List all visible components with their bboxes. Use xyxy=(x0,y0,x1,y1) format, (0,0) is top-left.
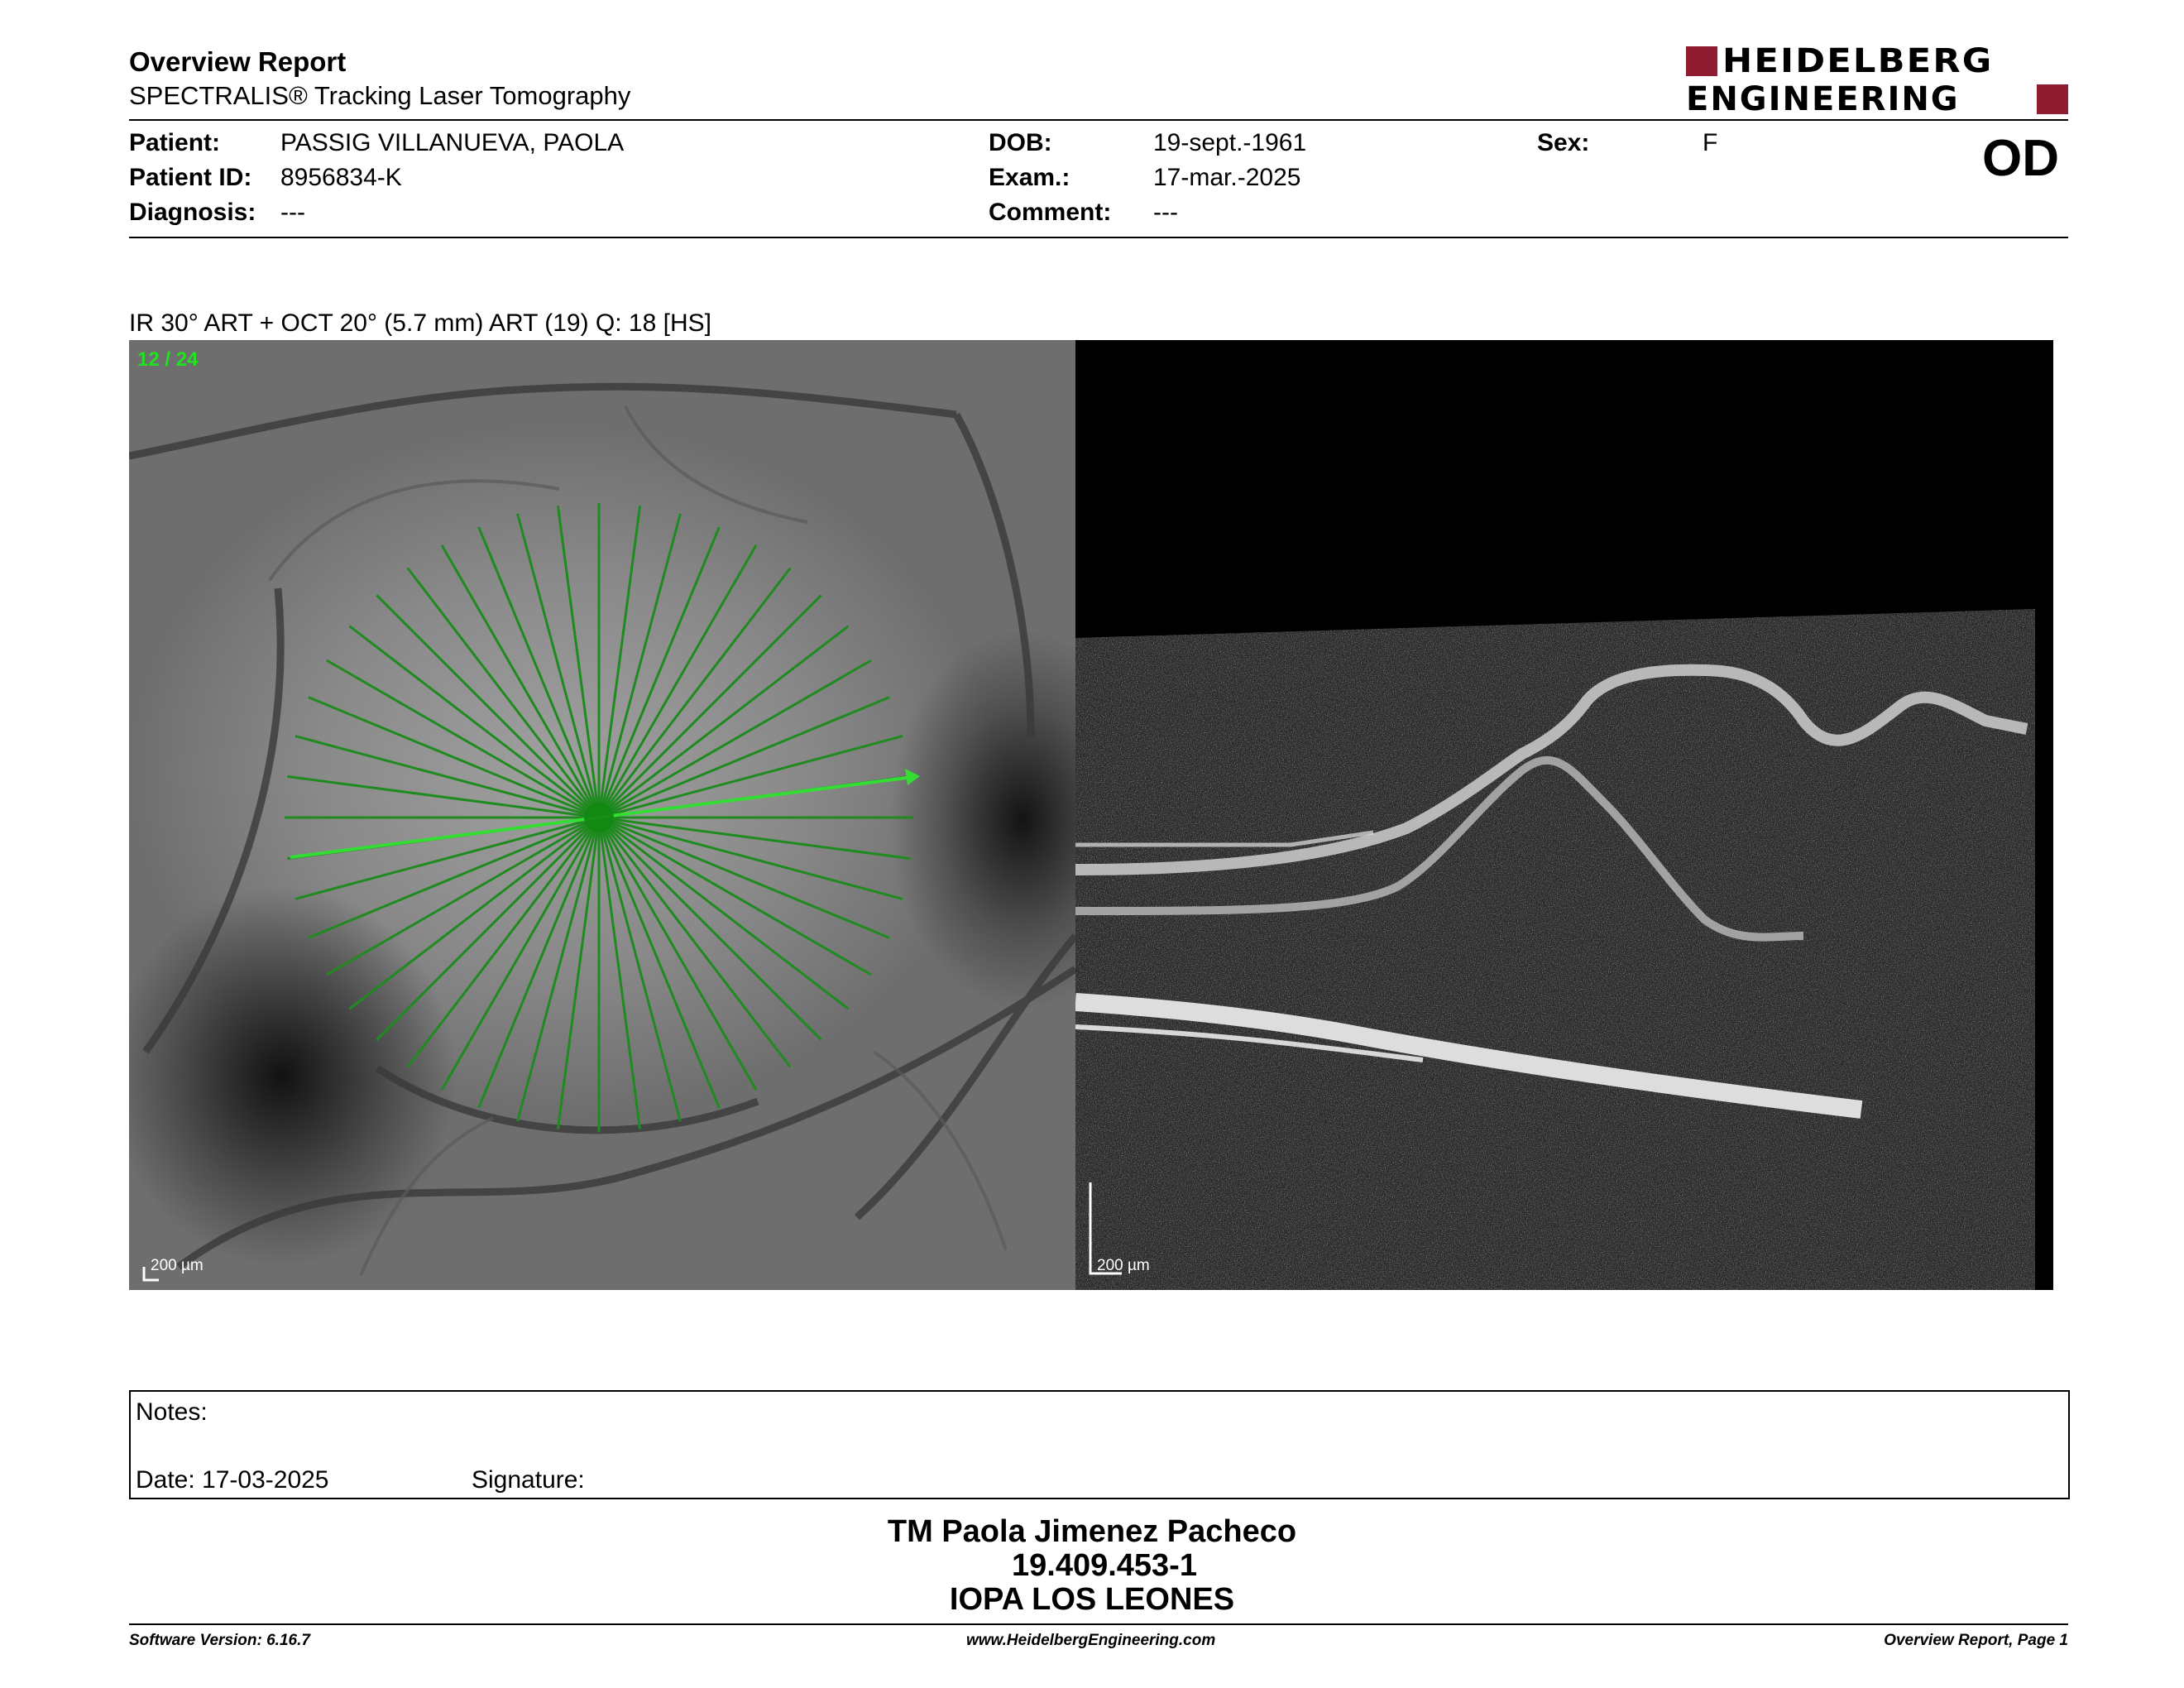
exam-label: Exam.: xyxy=(989,164,1070,191)
patient-id-label: Patient ID: xyxy=(129,164,252,191)
radial-scan-line xyxy=(295,818,599,899)
oct-overlay xyxy=(1075,340,2053,1290)
fundus-scale-bar: 200 µm xyxy=(151,1257,204,1274)
scan-counter: 12 / 24 xyxy=(137,348,199,371)
signature-label: Signature: xyxy=(472,1466,585,1494)
oct-scale-bar: 200 µm xyxy=(1097,1257,1150,1274)
technician-name: TM Paola Jimenez Pacheco xyxy=(887,1514,1297,1549)
exam-date: 17-mar.-2025 xyxy=(1153,164,1301,191)
radial-scan-line xyxy=(442,818,599,1090)
radial-scan-line xyxy=(518,514,599,818)
dob-label: DOB: xyxy=(989,129,1052,156)
sex-label: Sex: xyxy=(1537,129,1590,156)
logo-line-2: ENGINEERING xyxy=(1686,80,1960,118)
ir-fundus-image[interactable] xyxy=(129,340,1075,1290)
fundus-overlay xyxy=(129,340,1075,1290)
patient-divider xyxy=(129,237,2068,238)
heidelberg-logo xyxy=(1686,42,2068,118)
patient-label: Patient: xyxy=(129,129,221,156)
technician-id: 19.409.453-1 xyxy=(1012,1548,1197,1583)
radial-scan-line xyxy=(599,818,821,1040)
radial-scan-line xyxy=(376,818,599,1040)
institution-name: IOPA LOS LEONES xyxy=(949,1582,1235,1617)
eye-laterality: OD xyxy=(1982,130,2059,187)
report-subtitle: SPECTRALIS® Tracking Laser Tomography xyxy=(129,81,631,110)
radial-scan-line xyxy=(518,818,599,1121)
scan-direction-arrow-icon xyxy=(905,769,920,785)
radial-scan-line xyxy=(599,818,871,975)
comment-value: --- xyxy=(1153,199,1178,226)
notes-box[interactable] xyxy=(129,1390,2070,1499)
patient-id: 8956834-K xyxy=(280,164,402,191)
patient-name: PASSIG VILLANUEVA, PAOLA xyxy=(280,129,625,156)
website-link[interactable]: www.HeidelbergEngineering.com xyxy=(966,1632,1216,1649)
sex-value: F xyxy=(1703,129,1718,156)
comment-label: Comment: xyxy=(989,199,1112,226)
radial-scan-line xyxy=(327,660,599,818)
radial-scan-line xyxy=(442,545,599,818)
software-version: Software Version: 6.16.7 xyxy=(129,1632,310,1649)
logo-line-1: HEIDELBERG xyxy=(1722,42,1994,80)
report-title: Overview Report xyxy=(129,46,347,77)
radial-scan-line xyxy=(599,595,821,818)
notes-date: Date: 17-03-2025 xyxy=(136,1466,329,1494)
scan-title: IR 30° ART + OCT 20° (5.7 mm) ART (19) Q: 18 [HS] xyxy=(129,309,711,337)
radial-scan-line xyxy=(599,660,871,818)
page-indicator: Overview Report, Page 1 xyxy=(1884,1632,2068,1649)
oct-bscan-image[interactable] xyxy=(1075,340,2053,1290)
dob-value: 19-sept.-1961 xyxy=(1153,129,1307,156)
radial-scan-line xyxy=(599,818,680,1121)
diagnosis-label: Diagnosis: xyxy=(129,199,256,226)
radial-scan-line xyxy=(599,736,903,818)
radial-scan-line xyxy=(599,514,680,818)
diagnosis-value: --- xyxy=(280,199,305,226)
radial-scan-line xyxy=(599,818,756,1090)
notes-label: Notes: xyxy=(136,1398,208,1426)
radial-scan-line xyxy=(376,595,599,818)
footer-divider xyxy=(129,1623,2068,1625)
radial-scan-line xyxy=(295,736,599,818)
radial-scan-line xyxy=(327,818,599,975)
header-divider xyxy=(129,119,2068,121)
radial-scan-line xyxy=(599,818,903,899)
radial-scan-line xyxy=(599,545,756,818)
